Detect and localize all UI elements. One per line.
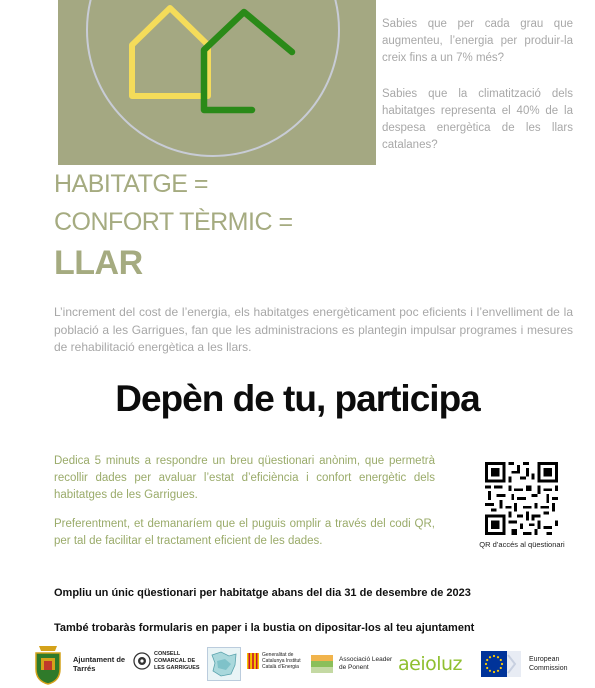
hero-illustration	[58, 0, 376, 165]
logo-tarres	[33, 643, 135, 685]
aeioluz-wordmark: aeioluz	[398, 653, 463, 675]
call-to-action-title: Depèn de tu, participa	[115, 378, 480, 419]
generalitat-flag-icon	[247, 653, 259, 669]
qr-code-icon[interactable]	[485, 462, 558, 535]
side-fact-2: Sabies que la climatització dels habitatges representa el 40% de la despesa energètica de les llars catalanes?	[382, 88, 573, 151]
yellow-house-icon	[132, 8, 208, 96]
map-icon	[207, 647, 241, 681]
tarres-shield-icon	[33, 643, 63, 685]
green-house-icon	[204, 12, 292, 110]
consell-emblem-icon	[133, 650, 151, 672]
logo-consell	[133, 650, 206, 672]
headline-line-2: CONFORT TÈRMIC =	[54, 208, 293, 236]
logo-eu-text: European Commission	[529, 656, 568, 672]
eu-flag-icon	[481, 651, 521, 677]
qr-caption: QR d’accés al qüestionari	[479, 540, 565, 549]
logo-tarres-text: Ajuntament de Tarrés	[73, 655, 126, 673]
deadline-note: Ompliu un únic qüestionari per habitatge abans del dia 31 de desembre de 2023	[54, 587, 471, 599]
logo-generalitat	[247, 652, 312, 670]
logo-eu	[481, 651, 579, 677]
logo-generalitat-text: Generalitat de Catalunya Institut Català d’Energia	[262, 652, 301, 670]
qr-request-text: Preferentment, et demanaríem que el puguis omplir a través del codi QR, per tal de facilitar el tractament eficient de les dades.	[54, 518, 435, 547]
headline-line-1: HABITATGE =	[54, 170, 209, 198]
logo-consell-text: CONSELL COMARCAL DE LES GARRIGUES	[154, 650, 200, 671]
houses-illustration	[58, 0, 376, 165]
survey-description: Dedica 5 minuts a respondre un breu qüestionari anònim, que permetrà recollir dades per avaluar l’estat d’eficiència i confort energètic dels habitatges de les Garrigues.	[54, 455, 435, 501]
intro-paragraph: L’increment del cost de l’energia, els habitatges energèticament poc eficients i l’envelliment de la població a les Garrigues, fan que les administracions es plantegin impulsar programes i mesures de rehabilitació energètica a les llars.	[54, 305, 573, 354]
halo-circle	[87, 0, 339, 156]
headline-line-3: LLAR	[54, 244, 143, 282]
side-fact-1: Sabies que per cada grau que augmenteu, l’energia per produir-la creix fins a un 7% més?	[382, 18, 573, 64]
paper-form-note: També trobaràs formularis en paper i la bustia on dipositar-los al teu ajuntament	[54, 622, 475, 634]
logo-map	[207, 647, 241, 681]
logo-aeioluz	[398, 653, 462, 675]
logo-leader-text: Associació Leader de Ponent	[339, 656, 393, 671]
sponsor-logos	[0, 643, 595, 688]
leader-icon	[311, 655, 333, 673]
logo-leader	[311, 655, 397, 673]
